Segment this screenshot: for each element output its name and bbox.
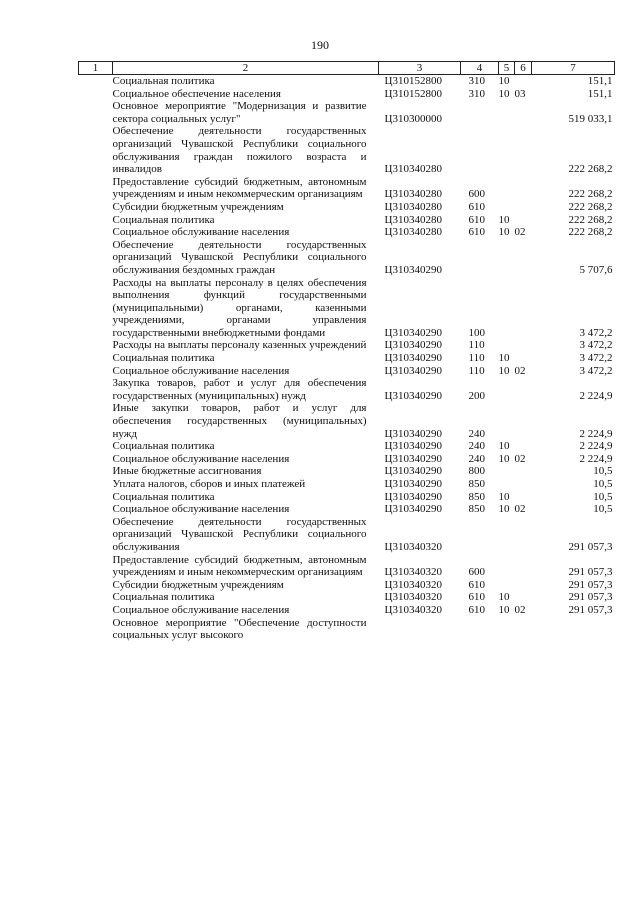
table-row bbox=[79, 277, 615, 340]
row-num-cell bbox=[79, 88, 113, 101]
row-name-cell bbox=[113, 440, 379, 453]
row-rz-cell: 10 bbox=[498, 503, 510, 516]
row-name-text: Закупка товаров, работ и услуг для обеспечения государственных (муниципальных) нужд bbox=[112, 377, 367, 402]
row-num-cell bbox=[79, 176, 113, 201]
row-sum-cell: 291 057,3 bbox=[568, 578, 613, 591]
row-num-cell bbox=[79, 516, 113, 554]
row-pr-cell: 02 bbox=[514, 603, 526, 616]
table-row bbox=[79, 478, 615, 491]
header-col-4: 4 bbox=[461, 62, 499, 75]
row-name-cell bbox=[113, 591, 379, 604]
row-sum-cell: 3 472,2 bbox=[579, 352, 613, 365]
row-code-cell: Ц310340280 bbox=[384, 213, 442, 226]
row-code-cell: Ц310340290 bbox=[384, 478, 442, 490]
row-vr-cell bbox=[461, 516, 499, 554]
row-vr-cell bbox=[461, 239, 499, 277]
header-col-2: 2 bbox=[113, 62, 379, 75]
row-vr-cell: 610 bbox=[468, 603, 485, 616]
table-row bbox=[79, 554, 615, 579]
table-row bbox=[79, 100, 615, 125]
row-num-cell bbox=[79, 226, 113, 239]
row-name-cell bbox=[113, 365, 379, 378]
row-rz-cell bbox=[499, 239, 515, 277]
table-row bbox=[79, 617, 615, 642]
row-pr-cell bbox=[515, 491, 532, 504]
row-sum-cell: 151,1 bbox=[587, 87, 613, 100]
row-pr-cell: 02 bbox=[514, 226, 526, 239]
row-num-cell bbox=[79, 503, 113, 516]
row-sum-cell: 3 472,2 bbox=[579, 339, 613, 352]
row-sum-cell: 519 033,1 bbox=[568, 112, 613, 125]
row-name-cell bbox=[113, 478, 379, 491]
row-rz-cell bbox=[499, 478, 515, 491]
row-rz-cell bbox=[499, 100, 515, 125]
row-name-cell bbox=[113, 75, 379, 88]
row-code-cell: Ц310340290 bbox=[384, 465, 442, 478]
row-vr-cell: 800 bbox=[468, 465, 485, 478]
row-sum-cell: 222 268,2 bbox=[568, 163, 613, 176]
row-rz-cell bbox=[499, 617, 515, 642]
table-row bbox=[79, 377, 615, 402]
row-rz-cell: 10 bbox=[498, 490, 510, 503]
table-row bbox=[79, 214, 615, 227]
row-sum-cell: 291 057,3 bbox=[568, 603, 613, 616]
table-row bbox=[79, 75, 615, 88]
row-num-cell bbox=[79, 377, 113, 402]
budget-table bbox=[78, 61, 615, 642]
row-code-cell: Ц310340290 bbox=[384, 263, 442, 276]
row-code-cell: Ц310340320 bbox=[384, 603, 442, 616]
table-row bbox=[79, 591, 615, 604]
row-vr-cell: 110 bbox=[468, 352, 485, 365]
row-code-cell: Ц310152800 bbox=[384, 75, 442, 87]
row-rz-cell bbox=[499, 465, 515, 478]
row-name-cell bbox=[113, 503, 379, 516]
row-name-text: Основное мероприятие "Обеспечение доступности социальных услуг высокого bbox=[112, 616, 367, 642]
row-name-cell bbox=[113, 465, 379, 478]
row-rz-cell: 10 bbox=[498, 591, 510, 604]
row-pr-cell bbox=[515, 579, 532, 592]
row-code-cell: Ц310340290 bbox=[384, 352, 442, 365]
row-code-cell: Ц310340280 bbox=[384, 163, 442, 176]
row-vr-cell: 240 bbox=[468, 440, 485, 453]
row-sum-cell: 151,1 bbox=[587, 75, 613, 87]
row-name-cell bbox=[113, 579, 379, 592]
row-pr-cell: 02 bbox=[514, 503, 526, 516]
row-pr-cell: 02 bbox=[514, 452, 526, 465]
table-row bbox=[79, 503, 615, 516]
row-name-cell bbox=[113, 453, 379, 466]
row-pr-cell bbox=[515, 440, 532, 453]
row-code-cell: Ц310340290 bbox=[384, 339, 442, 352]
table-row bbox=[79, 402, 615, 440]
row-pr-cell bbox=[515, 617, 532, 642]
row-pr-cell bbox=[515, 201, 532, 214]
table-row bbox=[79, 365, 615, 378]
row-vr-cell: 610 bbox=[468, 578, 485, 591]
table-row bbox=[79, 339, 615, 352]
row-name-cell bbox=[113, 604, 379, 617]
row-num-cell bbox=[79, 604, 113, 617]
row-vr-cell: 200 bbox=[468, 389, 485, 402]
row-code-cell: Ц310300000 bbox=[384, 112, 442, 125]
row-num-cell bbox=[79, 352, 113, 365]
table-row bbox=[79, 516, 615, 554]
row-rz-cell bbox=[499, 125, 515, 175]
row-name-cell bbox=[113, 352, 379, 365]
header-col-1: 1 bbox=[79, 62, 113, 75]
row-pr-cell bbox=[515, 554, 532, 579]
row-name-text: Социальное обслуживание населения bbox=[112, 452, 290, 465]
row-vr-cell: 600 bbox=[468, 566, 485, 579]
row-sum-cell: 3 472,2 bbox=[579, 364, 613, 377]
table-row bbox=[79, 226, 615, 239]
row-name-cell bbox=[113, 214, 379, 227]
row-pr-cell bbox=[515, 402, 532, 440]
row-name-cell bbox=[113, 239, 379, 277]
row-name-text: Расходы на выплаты персоналу казенных учреждений bbox=[112, 339, 367, 352]
row-vr-cell: 610 bbox=[468, 213, 485, 226]
row-sum-cell: 222 268,2 bbox=[568, 213, 613, 226]
row-rz-cell bbox=[499, 377, 515, 402]
row-rz-cell bbox=[499, 579, 515, 592]
row-pr-cell bbox=[515, 478, 532, 491]
row-sum-cell: 291 057,3 bbox=[568, 566, 613, 579]
row-sum-cell: 10,5 bbox=[593, 490, 613, 503]
row-num-cell bbox=[79, 125, 113, 175]
row-code-cell: Ц310340290 bbox=[384, 503, 442, 516]
row-num-cell bbox=[79, 465, 113, 478]
row-pr-cell bbox=[515, 591, 532, 604]
row-num-cell bbox=[79, 591, 113, 604]
row-code-cell: Ц310340320 bbox=[384, 566, 442, 579]
row-vr-cell: 240 bbox=[468, 452, 485, 465]
row-num-cell bbox=[79, 75, 113, 88]
row-sum-cell: 222 268,2 bbox=[568, 226, 613, 239]
row-name-cell bbox=[113, 125, 379, 175]
row-rz-cell: 10 bbox=[498, 603, 510, 616]
row-name-text: Социальное обслуживание населения bbox=[112, 603, 290, 616]
row-name-cell bbox=[113, 617, 379, 642]
row-name-text: Расходы на выплаты персоналу в целях обеспечения выполнения функций государственными (муниципальными) органами, казенными учреждениями, органами управления государственными внебюджетными фондами bbox=[112, 276, 367, 339]
row-code-cell: Ц310340290 bbox=[384, 326, 442, 339]
row-num-cell bbox=[79, 201, 113, 214]
row-name-text: Социальное обеспечение населения bbox=[112, 87, 281, 100]
table-row bbox=[79, 201, 615, 214]
row-name-text: Уплата налогов, сборов и иных платежей bbox=[112, 478, 306, 490]
row-code-cell bbox=[379, 617, 461, 642]
row-rz-cell bbox=[499, 339, 515, 352]
row-num-cell bbox=[79, 214, 113, 227]
row-sum-cell: 5 707,6 bbox=[579, 263, 613, 276]
row-pr-cell bbox=[515, 377, 532, 402]
row-num-cell bbox=[79, 491, 113, 504]
header-col-3: 3 bbox=[379, 62, 461, 75]
row-pr-cell bbox=[515, 100, 532, 125]
row-sum-cell bbox=[532, 617, 615, 642]
row-sum-cell: 291 057,3 bbox=[568, 591, 613, 604]
row-num-cell bbox=[79, 440, 113, 453]
row-vr-cell: 610 bbox=[468, 226, 485, 239]
row-rz-cell: 10 bbox=[498, 352, 510, 365]
row-name-text: Социальная политика bbox=[112, 591, 215, 604]
row-name-cell bbox=[113, 377, 379, 402]
row-rz-cell: 10 bbox=[498, 226, 510, 239]
row-name-text: Субсидии бюджетным учреждениям bbox=[112, 578, 284, 591]
row-name-cell bbox=[113, 201, 379, 214]
row-code-cell: Ц310340290 bbox=[384, 452, 442, 465]
row-name-text: Предоставление субсидий бюджетным, автономным учреждениям и иным некоммерческим организациям bbox=[112, 553, 367, 579]
row-name-text: Иные закупки товаров, работ и услуг для обеспечения государственных (муниципальных) нужд bbox=[112, 402, 367, 440]
row-vr-cell: 600 bbox=[468, 188, 485, 201]
table-row bbox=[79, 491, 615, 504]
row-rz-cell: 10 bbox=[498, 452, 510, 465]
row-code-cell: Ц310340280 bbox=[384, 188, 442, 201]
header-col-5: 5 bbox=[499, 62, 515, 75]
row-sum-cell: 2 224,9 bbox=[579, 452, 613, 465]
row-vr-cell: 110 bbox=[468, 339, 485, 352]
row-vr-cell: 310 bbox=[468, 75, 485, 87]
row-name-text: Основное мероприятие "Модернизация и развитие сектора социальных услуг" bbox=[112, 100, 367, 125]
row-rz-cell bbox=[499, 402, 515, 440]
row-name-text: Социальная политика bbox=[112, 75, 215, 87]
row-pr-cell bbox=[515, 516, 532, 554]
row-rz-cell bbox=[499, 516, 515, 554]
row-vr-cell: 110 bbox=[468, 364, 485, 377]
row-name-text: Обеспечение деятельности государственных организаций Чувашской Республики социального обслуживания бездомных граждан bbox=[112, 238, 367, 276]
row-name-cell bbox=[113, 226, 379, 239]
row-vr-cell: 850 bbox=[468, 503, 485, 516]
row-name-text: Социальная политика bbox=[112, 213, 215, 226]
row-pr-cell bbox=[515, 125, 532, 175]
row-sum-cell: 2 224,9 bbox=[579, 440, 613, 453]
row-code-cell: Ц310340290 bbox=[384, 490, 442, 503]
row-num-cell bbox=[79, 554, 113, 579]
table-row bbox=[79, 453, 615, 466]
row-pr-cell: 02 bbox=[514, 364, 526, 377]
row-num-cell bbox=[79, 339, 113, 352]
row-code-cell: Ц310340280 bbox=[384, 200, 442, 213]
row-rz-cell: 10 bbox=[498, 87, 510, 100]
row-code-cell: Ц310340290 bbox=[384, 389, 442, 402]
row-name-text: Социальное обслуживание населения bbox=[112, 226, 290, 239]
table-row bbox=[79, 176, 615, 201]
row-num-cell bbox=[79, 579, 113, 592]
row-vr-cell: 240 bbox=[468, 427, 485, 440]
row-rz-cell: 10 bbox=[498, 364, 510, 377]
row-pr-cell: 03 bbox=[514, 87, 526, 100]
row-name-text: Социальная политика bbox=[112, 352, 215, 365]
table-row bbox=[79, 440, 615, 453]
row-num-cell bbox=[79, 100, 113, 125]
row-code-cell: Ц310340290 bbox=[384, 364, 442, 377]
row-name-cell bbox=[113, 516, 379, 554]
row-code-cell: Ц310340320 bbox=[384, 540, 442, 553]
row-pr-cell bbox=[515, 465, 532, 478]
row-sum-cell: 10,5 bbox=[593, 478, 613, 490]
row-vr-cell: 850 bbox=[468, 490, 485, 503]
table-row bbox=[79, 579, 615, 592]
row-pr-cell bbox=[515, 214, 532, 227]
row-name-cell bbox=[113, 100, 379, 125]
row-num-cell bbox=[79, 239, 113, 277]
row-num-cell bbox=[79, 402, 113, 440]
row-sum-cell: 2 224,9 bbox=[579, 427, 613, 440]
row-code-cell: Ц310340320 bbox=[384, 578, 442, 591]
header-col-7: 7 bbox=[532, 62, 615, 75]
row-num-cell bbox=[79, 365, 113, 378]
row-sum-cell: 222 268,2 bbox=[568, 188, 613, 201]
row-name-text: Социальное обслуживание населения bbox=[112, 364, 290, 377]
row-name-text: Субсидии бюджетным учреждениям bbox=[112, 200, 284, 213]
row-pr-cell bbox=[515, 277, 532, 340]
row-rz-cell bbox=[499, 201, 515, 214]
row-name-text: Социальная политика bbox=[112, 490, 215, 503]
row-rz-cell: 10 bbox=[498, 75, 510, 87]
row-sum-cell: 2 224,9 bbox=[579, 389, 613, 402]
row-code-cell: Ц310340290 bbox=[384, 440, 442, 453]
row-num-cell bbox=[79, 478, 113, 491]
row-vr-cell: 310 bbox=[468, 87, 485, 100]
row-name-text: Предоставление субсидий бюджетным, автономным учреждениям и иным некоммерческим организациям bbox=[112, 175, 367, 201]
row-name-text: Обеспечение деятельности государственных организаций Чувашской Республики социального обслуживания граждан пожилого возраста и инвалидов bbox=[112, 125, 367, 176]
row-num-cell bbox=[79, 617, 113, 642]
row-pr-cell bbox=[515, 239, 532, 277]
row-vr-cell bbox=[461, 100, 499, 125]
row-num-cell bbox=[79, 277, 113, 340]
table-row bbox=[79, 88, 615, 101]
row-name-cell bbox=[113, 402, 379, 440]
row-code-cell: Ц310340280 bbox=[384, 226, 442, 239]
row-vr-cell: 850 bbox=[468, 478, 485, 490]
row-pr-cell bbox=[515, 176, 532, 201]
row-pr-cell bbox=[515, 75, 532, 88]
row-name-text: Обеспечение деятельности государственных организаций Чувашской Республики социального обслуживания bbox=[112, 515, 367, 553]
table-row bbox=[79, 465, 615, 478]
row-name-text: Социальное обслуживание населения bbox=[112, 503, 290, 516]
row-sum-cell: 10,5 bbox=[593, 503, 613, 516]
row-sum-cell: 222 268,2 bbox=[568, 200, 613, 213]
row-rz-cell: 10 bbox=[498, 440, 510, 453]
row-name-cell bbox=[113, 554, 379, 579]
row-num-cell bbox=[79, 453, 113, 466]
row-sum-cell: 10,5 bbox=[593, 465, 613, 478]
row-pr-cell bbox=[515, 339, 532, 352]
row-sum-cell: 3 472,2 bbox=[579, 326, 613, 339]
row-rz-cell bbox=[499, 277, 515, 340]
table-row bbox=[79, 604, 615, 617]
row-name-cell bbox=[113, 176, 379, 201]
row-vr-cell bbox=[461, 125, 499, 175]
row-rz-cell bbox=[499, 176, 515, 201]
header-col-6: 6 bbox=[515, 62, 532, 75]
row-vr-cell: 610 bbox=[468, 200, 485, 213]
row-vr-cell: 610 bbox=[468, 591, 485, 604]
table-row bbox=[79, 239, 615, 277]
row-name-cell bbox=[113, 277, 379, 340]
row-name-cell bbox=[113, 491, 379, 504]
row-vr-cell: 100 bbox=[468, 326, 485, 339]
row-pr-cell bbox=[515, 352, 532, 365]
row-name-text: Социальная политика bbox=[112, 440, 215, 453]
row-vr-cell bbox=[461, 617, 499, 642]
table-body bbox=[79, 75, 615, 642]
row-name-cell bbox=[113, 339, 379, 352]
table-row bbox=[79, 125, 615, 175]
row-code-cell: Ц310152800 bbox=[384, 87, 442, 100]
row-code-cell: Ц310340320 bbox=[384, 591, 442, 604]
row-code-cell: Ц310340290 bbox=[384, 427, 442, 440]
table-row bbox=[79, 352, 615, 365]
row-rz-cell: 10 bbox=[498, 213, 510, 226]
row-name-text: Иные бюджетные ассигнования bbox=[112, 465, 262, 478]
page-number: 190 bbox=[311, 38, 329, 52]
table-header bbox=[79, 62, 615, 75]
row-sum-cell: 291 057,3 bbox=[568, 540, 613, 553]
row-rz-cell bbox=[499, 554, 515, 579]
row-name-cell bbox=[113, 88, 379, 101]
